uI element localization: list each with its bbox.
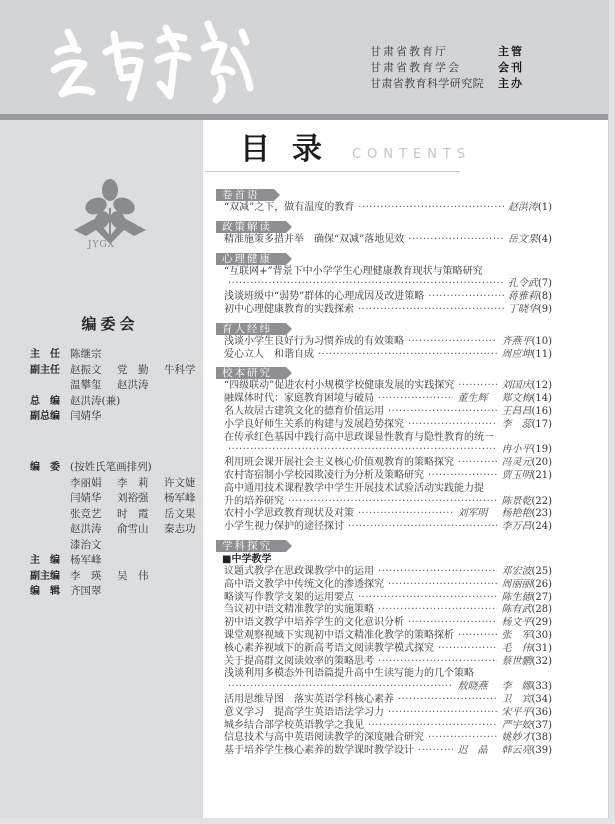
staff-name: 赵洪涛(兼): [70, 394, 121, 407]
committee-title: 编委会: [81, 315, 139, 333]
staff-role: 编 辑: [30, 586, 60, 597]
staff-row: [30, 522, 211, 538]
staff-name: 温攀玺: [70, 379, 102, 391]
staff-name: 李 瑛: [70, 569, 102, 582]
toc-entry[interactable]: [216, 202, 552, 215]
leader-dots: [408, 234, 504, 247]
entry-title: 刍议初中语文精准教学的实施策略: [224, 604, 374, 616]
entry-title: 精准施策多措并举 确保“双减”落地见效: [224, 233, 405, 245]
entry-author: 陈生德: [501, 591, 532, 603]
entry-author: 杨文平: [501, 617, 532, 629]
entry-page: (22): [531, 495, 552, 507]
entry-title: “双减”之下，做有温度的教育: [224, 202, 355, 213]
leader-dots: [458, 630, 497, 643]
toc-entry[interactable]: [216, 444, 552, 457]
entry-title: 浅谈班级中“弱势”群体的心理成因及改进策略: [224, 291, 425, 303]
entry-author: 王昌昌: [501, 405, 532, 417]
leader-dots: [358, 304, 504, 317]
staff-name: 俞雪山: [117, 523, 149, 535]
section-tag: 心理健康: [216, 253, 286, 265]
staff-name: 杨军峰: [164, 492, 196, 504]
toc-entry[interactable]: [216, 566, 552, 579]
leader-dots: [378, 566, 497, 579]
entry-title: 农村寄宿制小学校园欺凌行为分析及策略研究: [224, 469, 424, 481]
toc-entry[interactable]: [216, 630, 552, 643]
toc-entry[interactable]: [216, 617, 552, 630]
staff-row: [30, 584, 211, 600]
leader-dots: [228, 278, 504, 291]
entry-title: 初中心理健康教育的实践探索: [224, 303, 354, 315]
entry-title: 关于提高群文阅读效率的策略思考: [224, 655, 374, 667]
toc-entry[interactable]: [216, 745, 552, 758]
section-header: [216, 183, 552, 202]
entry-coauthor: 敖晓燕: [457, 681, 488, 693]
section-tag: 政策解读: [216, 221, 286, 233]
entry-author: 赵洪涛: [507, 202, 538, 213]
entry-page: (32): [531, 655, 552, 667]
leader-dots: [408, 617, 497, 630]
staff-row: [30, 394, 211, 410]
toc-entry[interactable]: [216, 470, 552, 483]
leader-dots: [428, 732, 497, 745]
entry-page: (26): [531, 578, 552, 590]
section-header: [216, 317, 552, 336]
entry-title[interactable]: “互联网+”背景下中小学学生心理健康教育现状与策略研究: [224, 265, 483, 277]
entry-page: (28): [531, 604, 552, 616]
leader-dots: [378, 656, 497, 669]
toc-entry[interactable]: [216, 234, 552, 247]
section-tag: 卷首语: [216, 189, 274, 201]
staff-name: 张竞艺: [70, 507, 102, 520]
toc-entry[interactable]: [216, 604, 552, 617]
staff-name: 漆治文: [70, 538, 102, 551]
entry-page: (12): [531, 380, 552, 392]
leader-dots: [458, 457, 497, 470]
toc-entry[interactable]: [216, 592, 552, 605]
staff-row: [30, 409, 211, 425]
entry-author: 齐燕平: [501, 335, 532, 347]
entry-page: (33): [531, 681, 552, 693]
toc-entry[interactable]: [216, 579, 552, 592]
staff-row: [30, 378, 211, 394]
entry-page: (24): [531, 521, 552, 533]
toc-title: 目录: [240, 132, 344, 167]
entry-page: (21): [531, 469, 552, 481]
leader-dots: [408, 336, 497, 349]
toc-entry[interactable]: [216, 720, 552, 733]
staff-name: 秦志功: [164, 523, 196, 535]
staff-role: 总 编: [30, 395, 60, 407]
staff-list-bottom: [30, 460, 211, 600]
toc-heading: [240, 124, 471, 168]
entry-author: 郑文梅: [501, 393, 532, 405]
section-header: [216, 215, 552, 234]
entry-author: 孔令武: [507, 278, 538, 290]
staff-row: [30, 460, 211, 476]
toc-entry[interactable]: [216, 393, 552, 406]
staff-list-top: [30, 347, 211, 425]
entry-title: 略谈写作教学支架的运用要点: [224, 591, 354, 603]
entry-page: (36): [531, 706, 552, 718]
entry-author: 蒋雅莉: [507, 291, 538, 303]
entry-coauthor: 董生辉: [457, 393, 488, 405]
entry-title: 核心素养视域下的新高考语文阅读教学模式探究: [224, 642, 434, 654]
entry-title: 小学生视力保护的途径探讨: [224, 521, 344, 533]
toc-entry[interactable]: [216, 278, 552, 291]
editorial-sidebar: [0, 120, 203, 818]
toc-entry[interactable]: [216, 419, 552, 432]
masthead: [0, 0, 608, 114]
entry-page: (11): [531, 348, 552, 360]
entry-page: (10): [531, 335, 552, 347]
entry-title: 基于培养学生核心素养的数学课时教学设计: [224, 745, 414, 757]
entry-author: 贾玉明: [501, 469, 532, 481]
entry-page: (39): [531, 745, 552, 757]
entry-page: (8): [537, 291, 552, 303]
staff-name: 时 霞: [117, 507, 149, 520]
toc-subtitle: CONTENTS: [352, 147, 472, 162]
entry-page: (1): [537, 202, 552, 213]
staff-name: 李丽娟: [70, 476, 102, 489]
entry-page: (38): [531, 732, 552, 744]
leader-dots: [388, 579, 497, 592]
entry-author: 张 军: [501, 629, 532, 641]
subsection-label: ■中学教学: [222, 553, 272, 565]
entry-author: 李 蕊: [501, 418, 532, 430]
entry-page: (16): [531, 405, 552, 417]
staff-name: 闫婧华: [70, 410, 102, 422]
entry-page: (37): [531, 719, 552, 731]
calligraphy-logo-icon: [48, 12, 258, 104]
entry-author: 周丽丽: [501, 578, 532, 590]
staff-role: 主 编: [30, 555, 60, 566]
table-of-contents: [216, 183, 552, 758]
entry-author: 邓宏波: [501, 565, 532, 577]
entry-author: 卫 宾: [501, 693, 532, 705]
toc-entry[interactable]: [216, 707, 552, 720]
staff-row: [30, 553, 211, 569]
staff-name: 闫婧华: [70, 492, 102, 504]
toc-entry[interactable]: [216, 521, 552, 534]
toc-entry[interactable]: [216, 349, 552, 362]
leader-dots: [428, 291, 504, 304]
toc-entry[interactable]: [216, 656, 552, 669]
leader-dots: [388, 406, 497, 419]
leader-dots: [358, 202, 504, 215]
leader-dots: [418, 745, 453, 758]
toc-entry[interactable]: [216, 496, 552, 509]
entry-author: 宋平平: [501, 706, 532, 718]
staff-row: [30, 347, 211, 363]
publisher-row: [370, 60, 524, 76]
leader-dots: [288, 496, 497, 509]
leader-dots: [388, 707, 497, 720]
publisher-row: [370, 44, 524, 60]
entry-author: 杨艳艳: [501, 508, 532, 520]
entry-title[interactable]: 在传承红色基因中践行高中思政课显性教育与隐性教育的统一: [224, 431, 494, 443]
toc-entry[interactable]: [216, 732, 552, 745]
staff-role: 副主任: [30, 364, 60, 376]
entry-coauthor: 刘军明: [457, 508, 488, 520]
entry-page: (29): [531, 617, 552, 629]
entry-title: 融媒体时代：家庭教育困境与破局: [224, 393, 374, 405]
entry-title: 城乡结合部学校英语教学之我见: [224, 719, 364, 731]
leader-dots: [358, 592, 497, 605]
entry-title[interactable]: 浅谈利用多模态外刊语篇提升高中生读写能力的几个策略: [224, 668, 474, 680]
entry-author: 陈景乾: [501, 495, 532, 507]
section-header: [216, 361, 552, 380]
staff-role: 编 委: [30, 462, 60, 473]
toc-entry[interactable]: [216, 681, 552, 694]
entry-title: 利用班会课开展社会主义核心价值观教育的策略探究: [224, 457, 454, 469]
leader-dots: [378, 604, 497, 617]
org-name: 甘肃省教育厅: [370, 45, 448, 58]
staff-name: 牛科学: [164, 363, 196, 376]
leader-dots: [228, 444, 497, 457]
leader-dots: [408, 419, 497, 432]
org-role: 主办: [498, 77, 524, 90]
org-name: 甘肃省教育学会: [370, 61, 461, 74]
entry-title: 农村小学思政教育现状及对策: [224, 508, 354, 520]
entry-author: 丁晓华: [507, 303, 538, 315]
staff-name: 党 勤: [117, 363, 149, 376]
staff-role: 副总编: [30, 411, 60, 422]
entry-title: 课堂观察视域下实现初中语文精准化教学的策略探析: [224, 629, 454, 641]
entry-title[interactable]: 高中通用技术课程教学中学生开展技术试验活动实践能力提: [224, 482, 484, 494]
org-role: 会刊: [498, 61, 524, 74]
toc-entry[interactable]: [216, 694, 552, 707]
entry-title: 名人故居古建筑文化的德育价值运用: [224, 405, 384, 417]
staff-name: 杨军峰: [70, 554, 102, 566]
staff-row: [30, 538, 211, 554]
leader-dots: [228, 681, 453, 694]
toc-entry[interactable]: [216, 508, 552, 521]
org-name: 甘肃省教育科学研究院: [370, 77, 484, 90]
staff-row: [30, 476, 211, 492]
entry-author: 严宇姣: [501, 719, 532, 731]
staff-role: 主 任: [30, 349, 60, 360]
publisher-row: [370, 76, 524, 92]
entry-page: (4): [537, 233, 552, 245]
org-role: 主管: [498, 45, 524, 58]
leader-dots: [358, 508, 453, 521]
entry-page: (17): [531, 418, 552, 430]
staff-name: 齐国翠: [70, 585, 102, 597]
entry-title: 浅谈小学生良好行为习惯养成的有效策略: [224, 335, 404, 347]
entry-title: 爱心立人 和谐自成: [224, 348, 314, 360]
staff-name: 刘裕强: [117, 492, 149, 504]
entry-page: (34): [531, 693, 552, 705]
entry-title: “四级联动”促进农村小规模学校健康发展的实践探究: [224, 380, 455, 392]
entry-author: 刘国庆: [501, 380, 532, 392]
staff-note: (按姓氏笔画排列): [70, 461, 152, 473]
entry-page: (31): [531, 642, 552, 654]
entry-author: 冯灵元: [501, 457, 532, 469]
entry-author: 蔡世鹏: [501, 655, 532, 667]
leader-dots: [458, 380, 497, 393]
staff-row: [30, 363, 211, 379]
leader-dots: [428, 470, 497, 483]
staff-name: 赵振文: [70, 363, 102, 376]
leader-dots: [398, 694, 497, 707]
staff-name: 赵洪涛: [70, 523, 102, 535]
section-header: [216, 247, 552, 266]
publisher-list: [370, 44, 524, 92]
emblem-caption: JYGX: [87, 240, 116, 250]
entry-title: 小学良好师生关系的构建与发展趋势探究: [224, 418, 404, 430]
entry-title: 意义学习 提高学生英语语法学习力: [224, 706, 384, 718]
leader-dots: [378, 393, 453, 406]
entry-page: (25): [531, 565, 552, 577]
staff-row: [30, 507, 211, 523]
entry-author: 周应坤: [501, 348, 532, 360]
entry-title: 信息技术与高中英语阅读教学的深度融合研究: [224, 732, 424, 744]
toc-entry[interactable]: [216, 291, 552, 304]
entry-page: (7): [537, 278, 552, 290]
entry-page: (30): [531, 629, 552, 641]
entry-author: 冉小平: [501, 444, 532, 456]
section-header: [216, 534, 552, 553]
entry-page: (9): [537, 303, 552, 315]
staff-row: [30, 491, 211, 507]
entry-author: 李 娜: [501, 681, 532, 693]
entry-page: (23): [531, 508, 552, 520]
entry-title: 活用思维导图 落实英语学科核心素养: [224, 693, 394, 705]
section-tag: 学科探究: [216, 540, 286, 552]
entry-page: (19): [531, 444, 552, 456]
entry-title-cont: 升的培养研究: [224, 495, 284, 507]
leader-dots: [318, 349, 497, 362]
toc-entry[interactable]: [216, 406, 552, 419]
entry-author: 陈有武: [501, 604, 532, 616]
entry-author: 姚妙才: [501, 732, 532, 744]
toc-entry[interactable]: [216, 457, 552, 470]
leader-dots: [438, 643, 497, 656]
staff-name: 赵洪涛: [117, 379, 149, 391]
entry-author: 韩云亮: [501, 745, 532, 757]
entry-page: (27): [531, 591, 552, 603]
entry-author: 毛 伟: [501, 642, 532, 654]
toc-entry[interactable]: [216, 336, 552, 349]
entry-title: 高中语文教学中传统文化的渗透探究: [224, 578, 384, 590]
leader-dots: [348, 521, 497, 534]
entry-author: 岳文果: [507, 233, 538, 245]
toc-entry[interactable]: [216, 304, 552, 317]
entry-page: (14): [531, 393, 552, 405]
staff-name: 陈继宗: [70, 348, 102, 360]
staff-name: 岳文果: [164, 507, 196, 520]
staff-role: 副主编: [30, 570, 60, 582]
entry-title: 初中语文教学中培养学生的文化意识分析: [224, 617, 404, 629]
staff-row: [30, 569, 211, 585]
staff-name: 李 莉: [117, 476, 149, 489]
heading-divider: [205, 171, 460, 172]
entry-coauthor: 迟 晶: [457, 745, 488, 757]
toc-entry[interactable]: [216, 643, 552, 656]
entry-page: (20): [531, 457, 552, 469]
entry-title: 议题式教学在思政课教学中的运用: [224, 565, 374, 577]
entry-author: 李万昌: [501, 521, 532, 533]
section-tag: 育人经纬: [216, 323, 286, 335]
toc-entry[interactable]: [216, 380, 552, 393]
section-tag: 校本研究: [216, 367, 286, 379]
staff-name: 许文婕: [164, 476, 196, 489]
staff-name: 吴 伟: [117, 569, 149, 582]
leader-dots: [368, 720, 497, 733]
